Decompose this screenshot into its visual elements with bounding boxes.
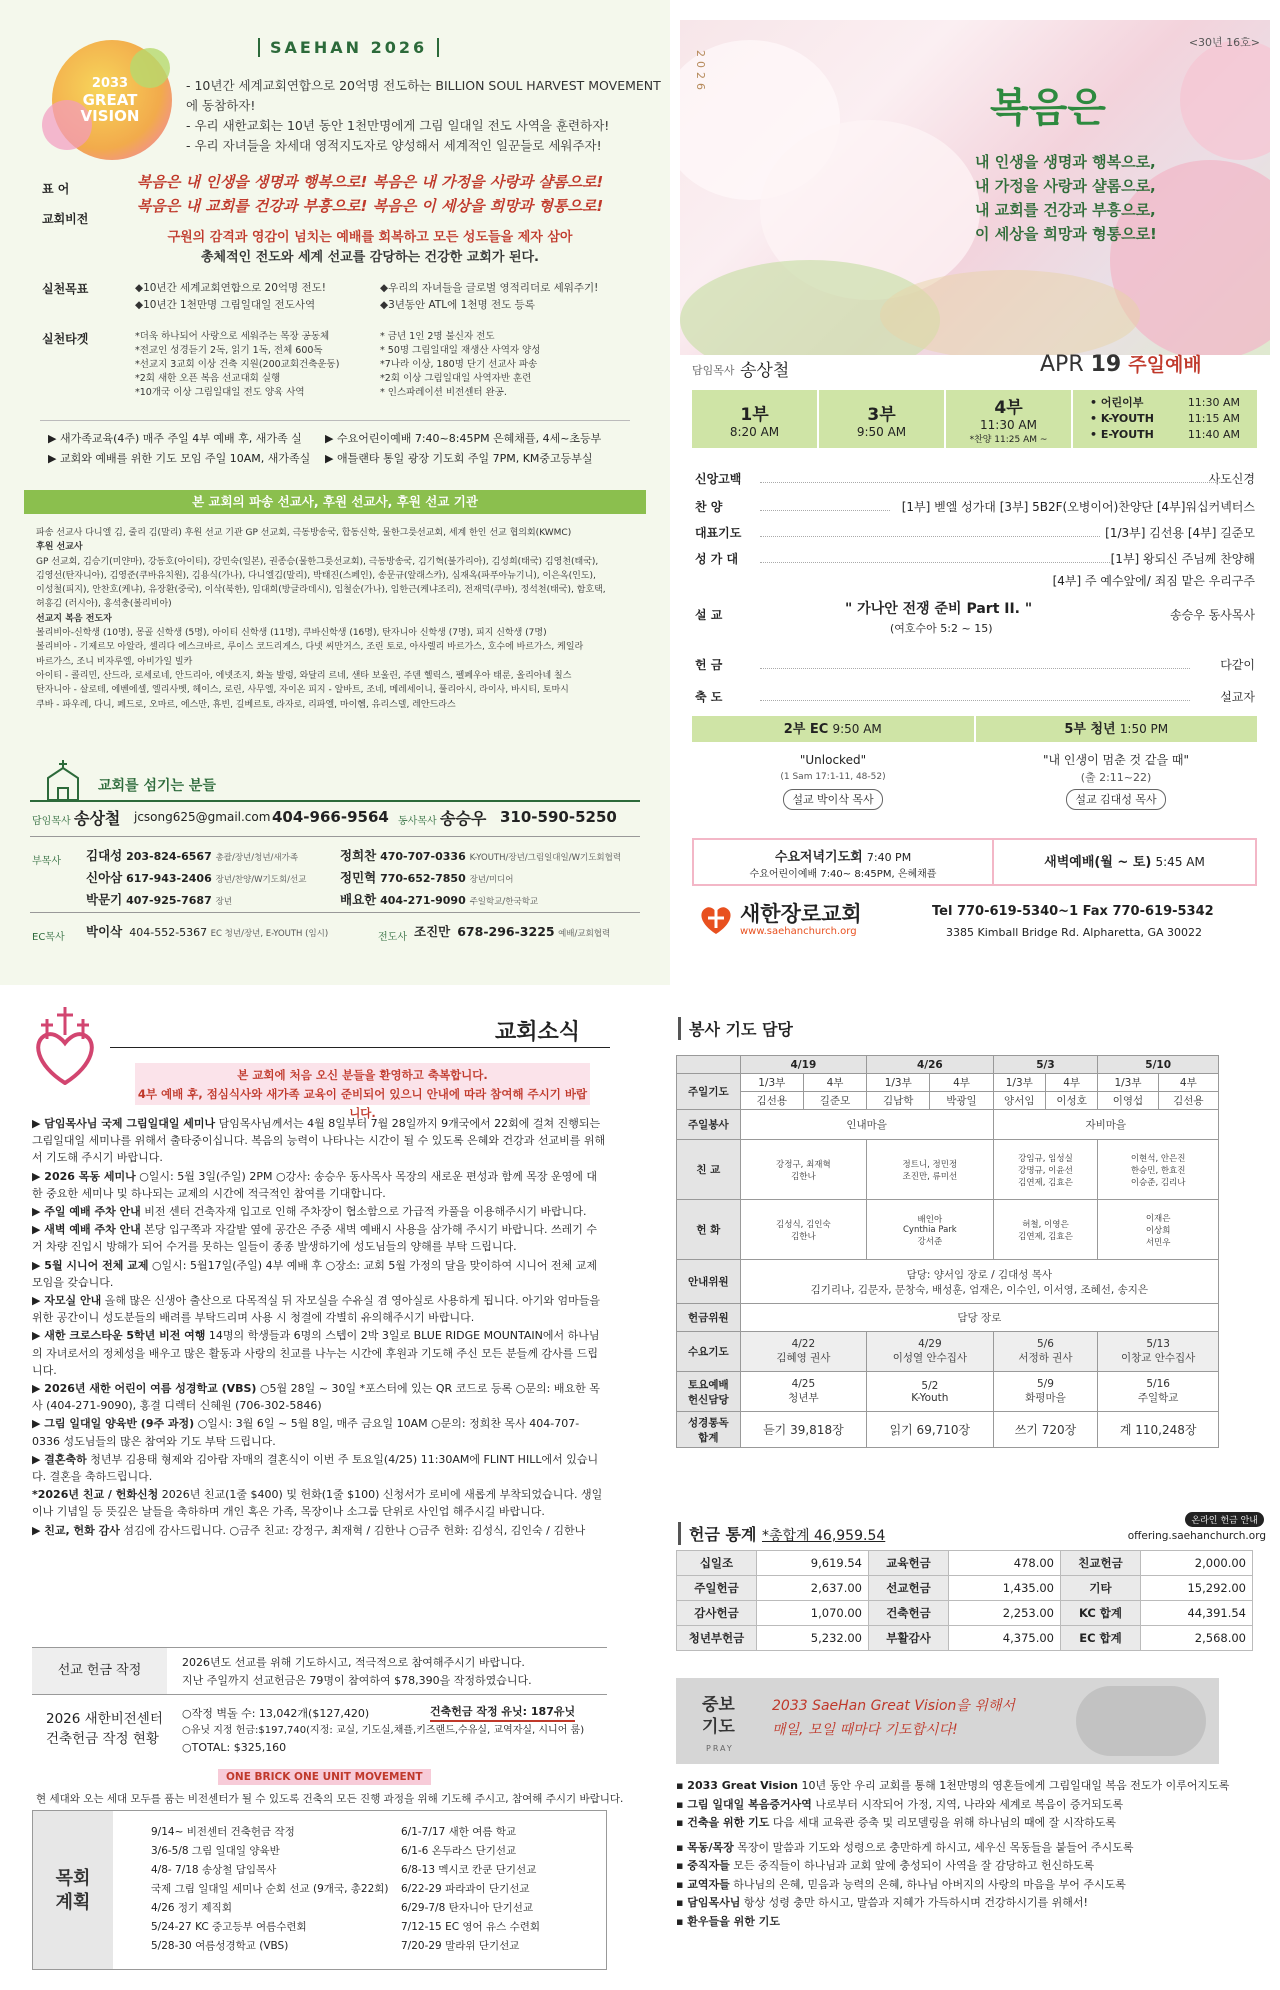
worship-panel: 2026 <30년 16호> 복음은 내 인생을 생명과 행복으로, 내 가정을 사랑과 샬롬으로, 내 교회를 건강과 부흥으로, 이 세상을 희망과 형통으로! 담임목사 송상철 APR 19 주일예배 1부 8:20 AM 3부 9:50 AM 4부 11:30 AM *찬양 11:25 AM ~ • 어린이부 • K-YOUTH • E-YOUTH 11:30 AM 11:15 AM 11:40 AM 신앙고백 사도신경 찬 양 [1부] 벧엘 성가대 [3부] 5B2F(오병이어)찬양단 [4부]워십커넥터스 대표기도 [1/3부] 김선용 [4부] 길준모 성 가 대 [1부] 왕되신 주님께 찬양해 [4부] 주 예수앞에/ 죄짐 맡은 우리구주 설 교 " 가나안 전쟁 준비 Part II. " (여호수아 5:2 ~ 15) 송승우 동사목사 헌 금 다같이 축 도 설교자 2부 EC 9:50 AM 5부 청년 1:50 PM "Unlocked" (1 Sam 17:1-11, 48-52) 설교 박이삭 목사 "내 인생이 멈춘 것 같을 때" (출 2:11~22) 설교 김대성 목사 수요저녁기도회 7:40 PM 수요어린이예배 7:40~ 8:45PM, 은혜채플 새벽예배(월 ~ 토) 5:45 AM 새한장로교회 www.saehanchurch.org Tel 770-619-5340~1 Fax 770-619-5342 3385 Kimball Bridge Rd. Alpharetta, GA 30022 <box>670 0 1280 985</box>
table-cell: 4/19 <box>740 1056 866 1074</box>
plan-item: 4/26 정기 제직회 <box>151 1902 232 1914</box>
benediction-row: 축 도 설교자 <box>695 690 1255 704</box>
goal-item: ◆우리의 자녀들을 글로벌 영적리더로 세워주기! <box>380 282 599 294</box>
table-cell: 5/10 <box>1098 1056 1219 1074</box>
staff-phone[interactable]: 617-943-2406 <box>122 872 216 885</box>
table-row <box>677 1304 1219 1332</box>
stats-row <box>677 1626 1253 1651</box>
table-cell: 토요예배 헌신담당 <box>677 1372 741 1412</box>
assoc-title: 동사목사 <box>398 816 437 827</box>
table-cell: 4/22 김혜영 권사 <box>740 1332 866 1372</box>
news-item: ▶ 2026년 새한 어린이 여름 성경학교 (VBS) ○5월 28일 ~ 30일 *포스터에 있는 QR 코드로 등록 ○문의: 배요한 목사 (404-271-9090), 홍결 디렉터 신혜원 (706-302-5846) <box>32 1382 600 1413</box>
mission-line: 볼리비아 - 기제르모 아알라, 셀리다 에스크바르, 루이스 코드리게스, 다넷 씨만거스, 조린 토로, 아사렐리 바르가스, 호수에 바르가스, 케일라 <box>36 642 584 653</box>
target-item: *더욱 하나되어 사랑으로 세워주는 목장 공동체 <box>135 331 330 342</box>
news-item: ▶ 5월 시니어 전체 교제 ○일시: 5월17일(주일) 4부 예배 후 ○장소: 교회 5월 가정의 달을 맞이하여 시니어 전체 교제모임을 갖습니다. <box>32 1258 597 1289</box>
vision-line: 구원의 감격과 영감이 넘치는 예배를 회복하고 모든 성도들을 제자 삼아 <box>167 230 573 245</box>
table-cell: 5/16 주일학교 <box>1098 1372 1219 1412</box>
church-phone: Tel 770-619-5340~1 Fax 770-619-5342 <box>932 904 1214 919</box>
badge-line: VISION <box>80 107 140 125</box>
church-address: 3385 Kimball Bridge Rd. Alpharetta, GA 30022 <box>946 926 1203 939</box>
staff-phone[interactable]: 404-271-9090 <box>376 894 470 907</box>
table-cell: 읽기 69,710장 <box>867 1412 993 1448</box>
news-item: *2026년 친교 / 헌화신청 2026년 친교(1줄 $400) 및 헌화(1줄 $100) 신청서가 로비에 새롭게 부착되었습니다. 생일이나 기념일 등 뜻깊은 날들을 축하하며 개인 혹은 가족, 목장이나 소그룹 단위로 사인업 해주시길 바랍니다. <box>32 1488 603 1519</box>
gospel-lines <box>975 150 1157 246</box>
prayer-item: ▪ 교역자들 하나님의 은혜, 믿음과 능력의 은혜, 하나님 아버지의 사랑의 마음을 부어 주시도록 <box>676 1877 1126 1891</box>
table-cell: 5/3 <box>993 1056 1098 1074</box>
table-cell: 1/3부 <box>867 1074 930 1092</box>
mission-line: 허흥김 (러시아), 홍석충(볼리비아) <box>36 599 172 610</box>
building-fund-box: 2026 새한비전센터 건축헌금 작정 현황 ○작정 벽돌 수: 13,042개($127,420) ○유닛 지정 헌금:$197,740(지정: 교실, 기도실,채플,키즈랜드,수유실, 교역자실, 시니어 룸) ○TOTAL: $325,160 건축헌금 작정 유닛: 187유닛 <box>46 1705 585 1754</box>
table-cell: 4부 <box>930 1074 993 1092</box>
table-cell: 이성호 <box>1045 1092 1097 1110</box>
target-item: *2회 이상 그림일대일 사역자반 훈련 <box>380 373 532 384</box>
news-panel <box>0 985 670 1990</box>
news-title: 교회소식 <box>495 1020 581 1045</box>
gospel-line: 내 인생을 생명과 행복으로, <box>975 153 1156 171</box>
table-cell: 김선용 <box>740 1092 803 1110</box>
table-cell: 배인아 Cynthia Park 강서준 <box>867 1200 993 1260</box>
order-row: 신앙고백 사도신경 <box>695 472 1255 486</box>
online-offering-url[interactable]: offering.saehanchurch.org <box>1127 1530 1266 1542</box>
mission-item: - 우리 새한교회는 10년 동안 1천만명에게 그림 일대일 전도 사역을 훈련하자! <box>186 118 610 133</box>
mission-line: 김영선(탄자니아), 김영준(쿠바유치원), 김용식(가나), 다니엘김(말리), 박태진(스페인), 송문규(알래스카), 심재옥(파푸아뉴기니), 이은옥(인도), <box>36 570 596 581</box>
badge-line: GREAT <box>82 91 138 109</box>
goal-item: ◆10년간 1천만명 그림일대일 전도사역 <box>135 299 316 311</box>
target-item: * 50명 그림일대일 재생산 사역자 양성 <box>380 345 541 356</box>
mission-line: 쿠바 - 파우레, 다니, 페드로, 오마르, 에스만, 휴빈, 길베르토, 라자로, 리파엘, 마이헴, 유리스델, 레안드라스 <box>36 699 456 710</box>
service-1: 1부 8:20 AM <box>692 390 819 448</box>
plan-item: 5/24-27 KC 중고등부 여름수련회 <box>151 1921 307 1933</box>
table-row <box>677 1412 1219 1448</box>
table-cell <box>677 1056 741 1074</box>
plan-item: 6/29-7/8 탄자니아 단기선교 <box>401 1902 534 1914</box>
order-row: 성 가 대 [1부] 왕되신 주님께 찬양해 <box>695 552 1255 566</box>
mission-line: 바르가스, 조니 비자루엘, 아비가일 빌카 <box>36 656 193 667</box>
mission-line: 아이티 - 콜리민, 산드라, 로세로네, 안드리아, 에넷조지, 화놀 발렁, 와달리 르네, 샌타 보울린, 주덴 헬릭스, 펠페우아 태룬, 올리아네 칠스 <box>36 670 572 681</box>
church-name: 새한장로교회 <box>740 902 862 926</box>
table-cell: 친 교 <box>677 1140 741 1200</box>
stat-label: 건축헌금 <box>869 1601 949 1626</box>
table-cell: 주일기도 <box>677 1074 741 1110</box>
news-item: ▶ 친교, 헌화 감사 섬김에 감사드립니다. ○금주 친교: 강정구, 최재혁 / 김한나 ○금주 헌화: 김성식, 김인숙 / 김한나 <box>32 1523 586 1537</box>
staff-phone[interactable]: 470-707-0336 <box>376 850 470 863</box>
plan-title-word: 목회 <box>55 1868 91 1889</box>
sermon-ref: (여호수아 5:2 ~ 15) <box>890 622 993 635</box>
table-cell: 4/29 이성열 안수집사 <box>867 1332 993 1372</box>
prayer-banner: 중보 기도 PRAY 2033 SaeHan Great Vision을 위해서 매일, 모일 때마다 기도합시다! <box>676 1678 1219 1764</box>
news-item: ▶ 그림 일대일 양육반 (9주 과정) ○일시: 3월 6일 ~ 5월 8일, 매주 금요일 10AM ○문의: 정희찬 목사 404-707-0336 성도님들의 많은 참여와 기도 부탁 드립니다. <box>32 1417 580 1448</box>
table-cell: 쓰기 720장 <box>993 1412 1098 1448</box>
table-row <box>677 1074 1219 1092</box>
table-row <box>677 1332 1219 1372</box>
church-logo-icon <box>696 900 736 938</box>
vision-line: 총체적인 전도와 세계 선교를 감당하는 건강한 교회가 된다. <box>200 250 539 265</box>
table-row <box>677 1092 1219 1110</box>
motto <box>135 170 605 218</box>
info-item: ▶ 애틀랜타 통일 광장 기도회 주일 7PM, KM중고등부실 <box>325 452 593 465</box>
mission-item: - 우리 자녀들을 차세대 영적지도자로 양성해서 세계적인 일꾼들로 세워주자! <box>186 138 602 153</box>
stat-label: 부활감사 <box>869 1626 949 1651</box>
offering-stats-table <box>676 1550 1253 1651</box>
table-row <box>677 1110 1219 1140</box>
table-cell: 1/3부 <box>740 1074 803 1092</box>
target-item: * 금년 1인 2명 불신자 전도 <box>380 331 495 342</box>
table-cell: 5/13 이창교 안수집사 <box>1098 1332 1219 1372</box>
stat-label: 기타 <box>1061 1576 1141 1601</box>
serve-table <box>676 1055 1219 1448</box>
table-cell: 5/2 K-Youth <box>867 1372 993 1412</box>
brick-note: 현 세대와 오는 세대 모두를 품는 비전센터가 될 수 있도록 건축의 모든 진행 과정을 위해 기도해 주시고, 참여해 주시기 바랍니다. <box>36 1793 624 1805</box>
youth-5-service: 5부 청년 1:50 PM <box>1064 722 1169 737</box>
service-panel <box>670 985 1280 1990</box>
stat-label: EC 합계 <box>1061 1626 1141 1651</box>
table-cell: 5/6 서정하 권사 <box>993 1332 1098 1372</box>
gospel-title: 복음은 <box>990 84 1106 131</box>
vision-statement <box>140 228 600 268</box>
stats-row <box>677 1576 1253 1601</box>
mission-offering-box: 선교 헌금 작정 2026년도 선교를 위해 기도하시고, 적극적으로 참여해주시기 바랍니다. 지난 주일까지 선교헌금은 79명이 참여하여 $78,390을 작정하였습니다. <box>32 1647 607 1695</box>
table-cell: 김성식, 김인숙 김한나 <box>740 1200 866 1260</box>
table-cell: 담당 장로 <box>740 1304 1218 1332</box>
stat-value: 5,232.00 <box>757 1626 869 1651</box>
table-cell: 정트니, 정민정 조진만, 류미선 <box>867 1140 993 1200</box>
assoc-phone[interactable]: 310-590-5250 <box>500 808 617 826</box>
evan-phone[interactable]: 678-296-3225 <box>457 924 555 939</box>
stat-value: 4,375.00 <box>949 1626 1061 1651</box>
table-row <box>677 1140 1219 1200</box>
table-cell: 길준모 <box>803 1092 866 1110</box>
news-item: ▶ 주일 예배 주차 안내 비전 센터 건축자재 입고로 인해 주차장이 협소함으로 가급적 카풀을 이용해주시기 바랍니다. <box>32 1205 587 1219</box>
gospel-line: 내 교회를 건강과 부흥으로, <box>975 201 1156 219</box>
news-item: ▶ 결혼축하 청년부 김용태 형제와 김아람 자매의 결혼식이 이번 주 토요일(4/25) 11:30AM에 FLINT HILL에서 있습니다. 결혼을 축하드립니다. <box>32 1452 599 1484</box>
flower-badge <box>42 40 172 160</box>
table-cell: 김남학 <box>867 1092 930 1110</box>
table-cell: 성경통독 합계 <box>677 1412 741 1448</box>
target-item: *2회 새한 오픈 복음 선교대회 실행 <box>135 373 281 384</box>
offering-row: 헌 금 다같이 <box>695 658 1255 672</box>
church-website[interactable]: www.saehanchurch.org <box>740 926 857 937</box>
table-cell: 4부 <box>803 1074 866 1092</box>
table-row <box>677 1200 1219 1260</box>
stat-value: 9,619.54 <box>757 1551 869 1576</box>
target-item: *7나라 이상, 180명 단기 선교사 파송 <box>380 359 538 370</box>
staff-phone[interactable]: 770-652-7850 <box>376 872 470 885</box>
staff-phone[interactable]: 407-925-7687 <box>122 894 216 907</box>
table-cell: 듣기 39,818장 <box>740 1412 866 1448</box>
order-row: 찬 양 [1부] 벧엘 성가대 [3부] 5B2F(오병이어)찬양단 [4부]워십커넥터스 <box>695 500 1255 514</box>
evan-title: 전도사 <box>378 932 407 943</box>
table-cell: 주일봉사 <box>677 1110 741 1140</box>
table-cell: 박광일 <box>930 1092 993 1110</box>
table-cell: 양서임 <box>993 1092 1045 1110</box>
senior-phone[interactable]: 404-966-9564 <box>272 808 389 826</box>
staff-member: 배요한 404-271-9090 주일학교/한국학교 <box>340 892 539 907</box>
prayer-item: ▪ 2033 Great Vision 10년 동안 우리 교회를 통해 1천만명의 영혼들에게 그림일대일 복음 전도가 이루어지도록 <box>676 1779 1230 1792</box>
ec-title: EC목사 <box>32 932 65 943</box>
staff-member: 신아삼 617-943-2406 장년/찬양/W기도회/선교 <box>86 870 307 885</box>
service-4: 4부 11:30 AM *찬양 11:25 AM ~ <box>946 390 1073 448</box>
mission-item: - 10년간 세계교회연합으로 20억명 전도하는 BILLION SOUL HARVEST MOVEMENT에 동참하자! <box>186 78 661 113</box>
label-vision: 교회비전 <box>42 212 89 226</box>
label-target: 실천타겟 <box>42 332 89 346</box>
staff-left <box>86 846 306 912</box>
table-cell: 허철, 이영은 김연제, 김효은 <box>993 1200 1098 1260</box>
table-cell: 강임규, 임성실 강명규, 이윤선 김연제, 김효은 <box>993 1140 1098 1200</box>
target-item: *전교인 성경듣기 2독, 읽기 1독, 전체 600독 <box>135 345 323 356</box>
table-cell: 5/9 화평마을 <box>993 1372 1098 1412</box>
sermon-title: " 가나안 전쟁 준비 Part II. " <box>845 601 1033 617</box>
label-motto: 표 어 <box>42 182 70 196</box>
plan-title <box>33 1811 113 1969</box>
table-cell: 4부 <box>1158 1074 1218 1092</box>
praying-hands-image <box>1076 1686 1206 1756</box>
service-date: APR 19 주일예배 <box>1040 352 1202 377</box>
prayer-item: ▪ 그림 일대일 복음증거사역 나로부터 시작되어 가정, 지역, 나라와 세계로 복음이 증거되도록 <box>676 1797 1124 1811</box>
vision-panel <box>0 0 670 985</box>
table-cell: 헌금위원 <box>677 1304 741 1332</box>
assoc-name: 송승우 <box>440 809 487 828</box>
plan-item: 6/1-6 온두라스 단기선교 <box>401 1845 517 1857</box>
online-offering-badge[interactable]: 온라인 헌금 안내 <box>1185 1512 1264 1527</box>
crosses-heart-icon <box>30 1005 100 1085</box>
prayer-item: ▪ 목동/목장 목장이 말씀과 기도와 성령으로 충만하게 하시고, 세우신 목동들을 붙들어 주시도록 <box>676 1840 1134 1854</box>
staff-right <box>340 846 621 912</box>
info-item: ▶ 새가족교육(4주) 매주 주일 4부 예배 후, 새가족 실 <box>48 432 302 445</box>
stat-label: 친교헌금 <box>1061 1551 1141 1576</box>
pastoral-plan <box>32 1810 607 1970</box>
serve-title: 봉사 기도 담당 <box>678 1017 793 1040</box>
pastor-name: 송상철 <box>740 361 790 381</box>
plan-item: 6/22-29 파라과이 단기선교 <box>401 1883 530 1895</box>
missions-list <box>36 526 636 712</box>
table-cell: 강정구, 최재혁 김한나 <box>740 1140 866 1200</box>
plan-item: 6/8-13 멕시코 칸쿤 단기선교 <box>401 1864 537 1876</box>
table-row <box>677 1260 1219 1304</box>
pastor-label: 담임목사 <box>692 364 735 377</box>
table-cell: 헌 화 <box>677 1200 741 1260</box>
youth-services: • 어린이부 • K-YOUTH • E-YOUTH 11:30 AM 11:15 AM 11:40 AM <box>1089 396 1241 441</box>
stat-label: 주일헌금 <box>677 1576 757 1601</box>
mission-line: 탄자니아 - 살로테, 에벤에셀, 엘리사벳, 헤이스, 로린, 사무엘, 자이온 피지 - 알바트, 조네, 메레세이니, 풀리아시, 라이사, 바시티, 토마시 <box>36 685 569 696</box>
goal-item: ◆10년간 세계교회연합으로 20억명 전도! <box>135 282 327 294</box>
stat-label: 교육헌금 <box>869 1551 949 1576</box>
youth-sermon: "내 인생이 멈춘 것 같을 때" (출 2:11~22) 설교 김대성 목사 <box>975 752 1257 810</box>
service-3: 3부 9:50 AM <box>819 390 946 448</box>
table-row <box>677 1372 1219 1412</box>
table-cell: 담당: 양서임 장로 / 김대성 목사 김기리나, 김문자, 문창숙, 배성훈, 엄재은, 이수인, 이서영, 조혜선, 송지은 <box>740 1260 1218 1304</box>
brand-title: SAEHAN 2026 <box>258 38 439 57</box>
table-cell: 안내위원 <box>677 1260 741 1304</box>
ec-phone[interactable]: 404-552-5367 <box>129 926 208 939</box>
goal-left <box>135 280 326 314</box>
table-cell: 이현석, 안은진 한승민, 한효진 이승준, 김리나 <box>1098 1140 1219 1200</box>
issue-number: <30년 16호> <box>1188 36 1260 49</box>
label-goal: 실천목표 <box>42 282 89 296</box>
motto-line: 복음은 내 인생을 생명과 행복으로! 복음은 내 가정을 사랑과 샬롬으로! <box>136 173 604 191</box>
table-cell: 4부 <box>1045 1074 1097 1092</box>
ec-2-service: 2부 EC 9:50 AM <box>692 716 976 742</box>
stat-label: 십일조 <box>677 1551 757 1576</box>
stat-value: 2,253.00 <box>949 1601 1061 1626</box>
staff-member: 정희찬 470-707-0336 K-YOUTH/장년/그림일대일/W기도회협력 <box>340 848 622 863</box>
news-item: ▶ 새벽 예배 주차 안내 본당 입구쪽과 자갈밭 옆에 공간은 주중 새벽 예배시 사용을 삼가해 주시기 바랍니다. 쓰레기 수거 차량 진입시 방해가 되어 수거를 못하는 일들이 종종 발생하기에 성도님들의 양해를 부탁 드립니다. <box>32 1223 598 1254</box>
plan-item: 5/28-30 여름성경학교 (VBS) <box>151 1940 289 1952</box>
prayer-item: ▪ 건축을 위한 기도 다음 세대 교육관 증축 및 리모델링을 위해 하나님의 때에 잘 시작하도록 <box>676 1816 1116 1829</box>
badge-line: 2033 <box>91 76 129 91</box>
staff-phone[interactable]: 203-824-6567 <box>122 850 216 863</box>
plan-item: 4/8- 7/18 송상철 담임목사 <box>151 1864 277 1876</box>
sermon-row: 설 교 " 가나안 전쟁 준비 Part II. " (여호수아 5:2 ~ 15) 송승우 동사목사 <box>695 606 1255 623</box>
service-times <box>692 390 1257 448</box>
welcome-banner: 본 교회에 처음 오신 분들을 환영하고 축복합니다. 4부 예배 후, 점심식사와 새가족 교육이 준비되어 있으니 안내에 따라 참여해 주시기 바랍니다. <box>135 1063 590 1105</box>
stat-value: 478.00 <box>949 1551 1061 1576</box>
table-cell: 계 110,248장 <box>1098 1412 1219 1448</box>
ec-pastor: 박이삭 404-552-5367 EC 청년/장년, E-YOUTH (임시) <box>86 924 329 939</box>
mission-line: 이성철(피지), 안찬호(케냐), 유장환(중국), 이삭(북한), 임대희(방글라데시), 임철순(가나), 임한근(케냐조리), 전재덕(쿠바), 정석천(태국), 함호택, <box>36 585 606 596</box>
table-cell: 1/3부 <box>993 1074 1045 1092</box>
stat-label: 청년부헌금 <box>677 1626 757 1651</box>
stat-label: KC 합계 <box>1061 1601 1141 1626</box>
missions-header: 본 교회의 파송 선교사, 후원 선교사, 후원 선교 기관 <box>24 490 646 514</box>
ec-service-bar <box>692 716 1257 742</box>
news-item: ▶ 자모실 안내 올해 많은 신생아 출산으로 다목적실 뒤 자모실을 수유실 겸 영아실로 사용하게 됩니다. 아기와 엄마들을 위한 공간이니 성도분들의 배려를 부탁드리며 사용 시 청결에 각별히 유의해주시기 바랍니다. <box>32 1294 600 1325</box>
plan-item: 국제 그림 일대일 세미나 순회 선교 (9개국, 총22회) <box>151 1883 389 1895</box>
preacher: 송승우 동사목사 <box>1170 608 1255 622</box>
stat-value: 44,391.54 <box>1141 1601 1253 1626</box>
stat-value: 15,292.00 <box>1141 1576 1253 1601</box>
goal-right <box>380 280 598 314</box>
staff-member: 정민혁 770-652-7850 장년/미디어 <box>340 870 514 885</box>
prayer-list <box>676 1777 1236 1931</box>
mission-line: 볼리비아-신학생 (10명), 몽골 신학생 (5명), 아이티 신학생 (11명), 쿠바신학생 (16명), 탄자니아 신학생 (7명), 피지 신학생 (7명) <box>36 628 547 639</box>
asst-title: 부목사 <box>32 856 61 867</box>
brick-movement: ONE BRICK ONE UNIT MOVEMENT <box>218 1769 431 1785</box>
wed-dawn-box: 수요저녁기도회 7:40 PM 수요어린이예배 7:40~ 8:45PM, 은혜채플 새벽예배(월 ~ 토) 5:45 AM <box>692 838 1257 886</box>
table-cell: 1/3부 <box>1098 1074 1158 1092</box>
news-item: ▶ 새한 크로스타운 5학년 비전 여행 14명의 학생들과 6명의 스텝이 2박 3일로 BLUE RIDGE MOUNTAIN에서 하나님의 자녀로서의 정체성을 배우고 많은 활동과 사랑의 친교를 나누는 시간에 후원과 기도해 주신 모든 분들께 감사를 드립니다. <box>32 1329 600 1377</box>
servants-header: 교회를 섬기는 분들 <box>98 778 216 794</box>
stat-value: 1,435.00 <box>949 1576 1061 1601</box>
mission-line: GP 선교회, 김승기(미얀마), 강동호(아이티), 강민숙(일본), 권종승(물한그릇선교회), 극동방송국, 김기혁(불가리아), 김성희(태국) 김영천(태국), <box>36 556 599 567</box>
plan-item: 6/1-7/17 새한 여름 학교 <box>401 1826 517 1838</box>
motto-line: 복음은 내 교회를 건강과 부흥으로! 복음은 이 세상을 희망과 형통으로! <box>136 197 604 215</box>
staff-member: 김대성 203-824-6567 총괄/장년/청년/새가족 <box>86 848 299 863</box>
stats-title: 헌금 통계 *총합계 46,959.54 <box>678 1522 885 1545</box>
table-cell: 자비마을 <box>993 1110 1218 1140</box>
stat-value: 1,070.00 <box>757 1601 869 1626</box>
order-row: 대표기도 [1/3부] 김선용 [4부] 길준모 <box>695 526 1255 540</box>
prayer-item: ▪ 환우들을 위한 기도 <box>676 1914 780 1928</box>
target-item: *선교지 3교회 이상 건축 지원(200교회건축운동) <box>135 359 340 370</box>
prayer-item: ▪ 담임목사님 항상 성령 충만 하시고, 말씀과 지혜가 가득하시며 건강하시기를 위해서! <box>676 1896 1088 1909</box>
news-item: ▶ 2026 목동 세미나 ○일시: 5월 3일(주일) 2PM ○강사: 송승우 동사목사 목장의 새로운 편성과 함께 목장 운영에 대한 중요한 세미나 및 하나되는 교제의 시간에 적극적인 참여를 기대합니다. <box>32 1169 597 1200</box>
stats-row <box>677 1601 1253 1626</box>
church-icon <box>40 758 86 802</box>
mission-line: 후원 선교사 <box>36 542 83 553</box>
target-item: *10개국 이상 그림일대일 전도 양육 사역 <box>135 387 305 398</box>
goal-item: ◆3년동안 ATL에 1천명 전도 등록 <box>380 299 535 311</box>
mission-list <box>186 76 670 156</box>
plan-item: 7/12-15 EC 영어 유스 수련회 <box>401 1921 541 1933</box>
stats-row <box>677 1551 1253 1576</box>
senior-name: 송상철 <box>74 809 121 828</box>
news-item: ▶ 담임목사님 국제 그림일대일 세미나 담임목사님께서는 4월 8일부터 7월 28일까지 9개국에서 22회에 걸쳐 진행되는 그림일대일 세미나를 위해서 출타중이십니다. 복음의 능력이 나타나는 시간이 될 수 있도록 은혜와 건강과 선교비를 위해서 기도해 주시기 바랍니다. <box>32 1117 606 1165</box>
target-left <box>135 330 339 400</box>
table-cell: 4/26 <box>867 1056 993 1074</box>
staff-member: 박문기 407-925-7687 장년 <box>86 892 232 907</box>
mission-line: 선교지 복음 전도자 <box>36 613 112 624</box>
table-cell: 인내마을 <box>740 1110 993 1140</box>
stat-label: 감사헌금 <box>677 1601 757 1626</box>
senior-email[interactable]: jcsong625@gmail.com <box>134 810 271 824</box>
plan-item: 7/20-29 말라위 단기선교 <box>401 1940 520 1952</box>
target-item: * 인스파레이션 비전센터 완공. <box>380 387 507 398</box>
table-cell: 이영섭 <box>1098 1092 1158 1110</box>
gospel-line: 내 가정을 사랑과 샬롬으로, <box>975 177 1156 195</box>
table-cell: 이재은 이상희 서민우 <box>1098 1200 1219 1260</box>
plan-item: 9/14~ 비전센터 건축헌금 작정 <box>151 1826 295 1838</box>
ec-sermon: "Unlocked" (1 Sam 17:1-11, 48-52) 설교 박이삭 목사 <box>692 752 974 810</box>
gospel-line: 이 세상을 희망과 형통으로! <box>975 225 1157 243</box>
table-cell: 수요기도 <box>677 1332 741 1372</box>
stat-label: 선교헌금 <box>869 1576 949 1601</box>
stat-value: 2,568.00 <box>1141 1626 1253 1651</box>
stat-value: 2,000.00 <box>1141 1551 1253 1576</box>
table-cell: 김선용 <box>1158 1092 1218 1110</box>
plan-title-word: 계획 <box>55 1892 91 1913</box>
info-item: ▶ 수요어린이예배 7:40~8:45PM 은혜채플, 4세~초등부 <box>325 432 602 445</box>
year-vertical: 2026 <box>694 50 707 94</box>
plan-item: 3/6-5/8 그림 일대일 양육반 <box>151 1845 280 1857</box>
info-item: ▶ 교회와 예배를 위한 기도 모임 주일 10AM, 새가족실 <box>48 452 311 465</box>
prayer-item: ▪ 중직자들 모든 중직들이 하나님과 교회 앞에 충성되이 사역을 잘 감당하고 헌신하도록 <box>676 1859 1095 1872</box>
table-row <box>677 1056 1219 1074</box>
mission-line: 파송 선교사 다니엘 김, 줄리 김(말리) 후원 선교 기관 GP 선교회, 극동방송국, 합동신학, 물한그릇선교회, 세계 한인 선교 협의회(KWMC) <box>36 528 572 538</box>
table-cell: 4/25 청년부 <box>740 1372 866 1412</box>
stat-value: 2,637.00 <box>757 1576 869 1601</box>
senior-title: 담임목사 <box>32 816 71 827</box>
evangelist: 조진만 678-296-3225 예배/교회협력 <box>414 924 611 939</box>
target-right <box>380 330 540 400</box>
news-list <box>32 1115 607 1540</box>
